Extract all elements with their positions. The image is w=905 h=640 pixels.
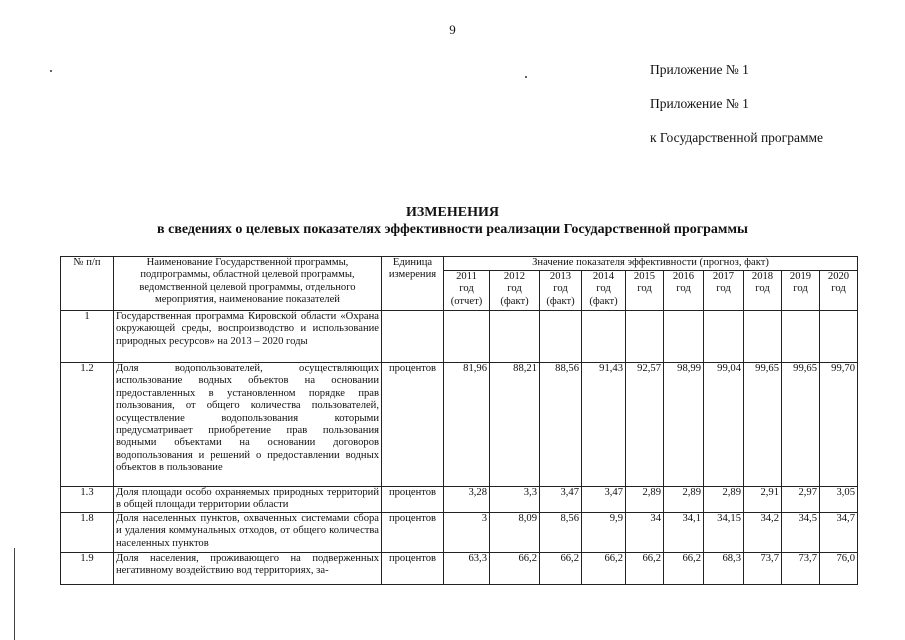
row-value: 8,09 <box>490 513 540 553</box>
row-unit: процентов <box>382 363 444 487</box>
header-year-sub2: (отчет) <box>450 295 483 307</box>
table-row <box>61 311 858 363</box>
header-year-year: 2019 <box>789 271 812 282</box>
row-value: 91,43 <box>582 363 626 487</box>
row-value <box>540 311 582 363</box>
header-year-year: 2016 <box>672 271 695 282</box>
row-value <box>490 311 540 363</box>
row-unit: процентов <box>382 487 444 513</box>
header-year-year: 2015 <box>633 271 656 282</box>
row-value: 3,3 <box>490 487 540 513</box>
row-value: 66,2 <box>540 553 582 585</box>
header-year-year: 2011 <box>456 271 477 282</box>
scan-speck <box>525 76 527 78</box>
row-value: 98,99 <box>664 363 704 487</box>
row-value: 99,65 <box>744 363 782 487</box>
header-year-sub2: (факт) <box>500 295 529 307</box>
row-value: 3 <box>444 513 490 553</box>
header-year-sub1: год <box>459 283 474 295</box>
row-value: 34,2 <box>744 513 782 553</box>
row-num: 1.9 <box>61 553 114 585</box>
header-year-sub1: год <box>716 283 731 295</box>
header-year-sub1: год <box>553 283 568 295</box>
row-value: 99,70 <box>820 363 858 487</box>
header-unit: Единица измерения <box>382 257 444 311</box>
header-year-2011 <box>444 271 490 311</box>
row-value: 3,05 <box>820 487 858 513</box>
row-value <box>782 311 820 363</box>
header-name: Наименование Государственной программы, подпрограммы, областной целевой программы, ведомственной целевой программы, отдельного мероприятия, наименование показателей <box>114 257 382 311</box>
row-name: Доля населенных пунктов, охваченных системами сбора и удаления коммунальных отходов, от общего количества населенных пунктов <box>114 513 382 553</box>
row-value: 99,65 <box>782 363 820 487</box>
row-value: 2,89 <box>664 487 704 513</box>
row-value: 2,89 <box>704 487 744 513</box>
row-value <box>744 311 782 363</box>
header-year-2019 <box>782 271 820 311</box>
header-year-sub2: (факт) <box>589 295 618 307</box>
table-row <box>61 487 858 513</box>
header-year-year: 2012 <box>503 271 526 282</box>
header-year-2015 <box>626 271 664 311</box>
row-value: 88,21 <box>490 363 540 487</box>
row-value: 3,28 <box>444 487 490 513</box>
row-value: 8,56 <box>540 513 582 553</box>
document-title: ИЗМЕНЕНИЯ <box>406 205 499 220</box>
row-value: 73,7 <box>744 553 782 585</box>
row-value: 9,9 <box>582 513 626 553</box>
row-value: 2,91 <box>744 487 782 513</box>
header-year-sub1: год <box>676 283 691 295</box>
header-year-year: 2013 <box>549 271 572 282</box>
appendix-line-3: к Государственной программе <box>650 130 824 145</box>
row-unit <box>382 311 444 363</box>
header-year-year: 2018 <box>751 271 774 282</box>
header-year-year: 2017 <box>712 271 735 282</box>
header-year-sub2: (факт) <box>546 295 575 307</box>
indicators-table <box>60 256 858 585</box>
row-value <box>664 311 704 363</box>
header-values-group: Значение показателя эффективности (прогноз, факт) <box>444 257 858 271</box>
table-row <box>61 513 858 553</box>
row-value: 63,3 <box>444 553 490 585</box>
row-num: 1.8 <box>61 513 114 553</box>
row-value: 73,7 <box>782 553 820 585</box>
row-value <box>820 311 858 363</box>
row-value: 88,56 <box>540 363 582 487</box>
row-value: 34,15 <box>704 513 744 553</box>
header-year-sub1: год <box>507 283 522 295</box>
row-value: 99,04 <box>704 363 744 487</box>
row-num: 1.3 <box>61 487 114 513</box>
header-num: № п/п <box>61 257 114 311</box>
header-year-2020 <box>820 271 858 311</box>
row-value: 66,2 <box>664 553 704 585</box>
row-num: 1 <box>61 311 114 363</box>
row-value: 76,0 <box>820 553 858 585</box>
header-year-year: 2020 <box>827 271 850 282</box>
row-value: 34,5 <box>782 513 820 553</box>
row-unit: процентов <box>382 513 444 553</box>
header-year-2012 <box>490 271 540 311</box>
row-value: 66,2 <box>626 553 664 585</box>
row-unit: процентов <box>382 553 444 585</box>
header-year-sub1: год <box>637 283 652 295</box>
row-value <box>582 311 626 363</box>
appendix-line-1: Приложение № 1 <box>650 62 749 77</box>
appendix-line-2: Приложение № 1 <box>650 96 749 111</box>
header-year-2018 <box>744 271 782 311</box>
row-value <box>444 311 490 363</box>
row-value: 34 <box>626 513 664 553</box>
row-value: 3,47 <box>540 487 582 513</box>
row-value: 34,1 <box>664 513 704 553</box>
header-year-2017 <box>704 271 744 311</box>
header-year-2013 <box>540 271 582 311</box>
table-row <box>61 363 858 487</box>
header-year-2014 <box>582 271 626 311</box>
row-value: 66,2 <box>490 553 540 585</box>
document-subtitle: в сведениях о целевых показателях эффективности реализации Государственной программы <box>157 222 748 237</box>
header-year-sub1: год <box>831 283 846 295</box>
row-value: 2,89 <box>626 487 664 513</box>
row-value: 81,96 <box>444 363 490 487</box>
row-value: 66,2 <box>582 553 626 585</box>
row-name: Государственная программа Кировской области «Охрана окружающей среды, воспроизводство и использование природных ресурсов» на 2013 – 2020 годы <box>114 311 382 363</box>
row-name: Доля населения, проживающего на подверженных негативному воздействию вод территориях, за- <box>114 553 382 585</box>
row-value: 68,3 <box>704 553 744 585</box>
row-name: Доля площади особо охраняемых природных территорий в общей площади территории области <box>114 487 382 513</box>
row-value: 34,7 <box>820 513 858 553</box>
row-value <box>704 311 744 363</box>
scan-edge-line <box>14 548 15 640</box>
row-value: 2,97 <box>782 487 820 513</box>
header-year-year: 2014 <box>592 271 615 282</box>
header-year-sub1: год <box>596 283 611 295</box>
row-value <box>626 311 664 363</box>
page-number: 9 <box>449 22 456 37</box>
header-year-sub1: год <box>755 283 770 295</box>
header-year-2016 <box>664 271 704 311</box>
row-value: 3,47 <box>582 487 626 513</box>
table-row <box>61 553 858 585</box>
row-name: Доля водопользователей, осуществляющих использование водных объектов на основании предоставленных в установленном порядке прав пользования, от общего количества пользователей, осуществление водопользования которыми предусматривает приобретение прав пользования водными объектами на основании договоров водопользования и решений о предоставлении водных объектов в пользование <box>114 363 382 487</box>
header-year-sub1: год <box>793 283 808 295</box>
row-num: 1.2 <box>61 363 114 487</box>
row-value: 92,57 <box>626 363 664 487</box>
scan-speck <box>50 70 52 72</box>
